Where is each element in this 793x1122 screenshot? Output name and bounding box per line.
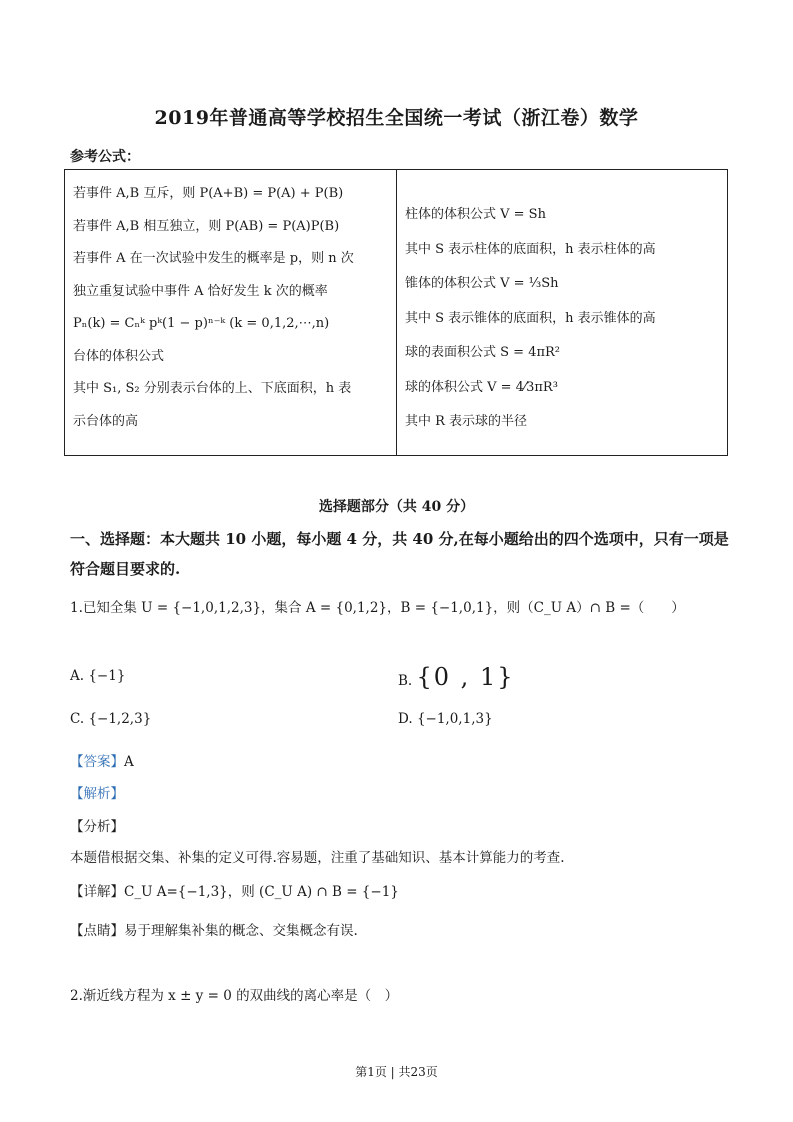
formula-line: 独立重复试验中事件 A 恰好发生 k 次的概率 — [73, 283, 328, 299]
analysis-tag: 【解析】 — [70, 786, 124, 802]
answer-value: A — [124, 754, 134, 770]
detail-tag: 【详解】 — [70, 884, 124, 900]
document-title: 2019年普通高等学校招生全国统一考试（浙江卷）数学 — [154, 107, 639, 129]
question-1-stem: 1.已知全集 U = {−1,0,1,2,3}，集合 A = {0,1,2}，B = {−1,0,1}，则（C_U A）∩ B =（ ） — [70, 600, 685, 616]
formula-column-right — [397, 170, 727, 455]
formula-table — [64, 169, 728, 456]
option-value: {−1,0,1,3} — [416, 711, 493, 727]
fenxi-tag: 【分析】 — [70, 819, 124, 835]
option-value: {−1} — [88, 668, 126, 684]
formula-line: 锥体的体积公式 V = ⅓Sh — [405, 276, 559, 291]
question-1-option-c — [70, 711, 151, 727]
formula-line: 其中 S 表示柱体的底面积，h 表示柱体的高 — [405, 241, 656, 257]
formula-line: 球的表面积公式 S = 4πR² — [405, 345, 561, 360]
question-1-option-b — [398, 663, 514, 691]
section-instructions: 一、选择题：本大题共 10 小题，每小题 4 分，共 40 分,在每小题给出的四个选项中，只有一项是符合题目要求的. — [70, 530, 729, 578]
option-label: D. — [398, 711, 413, 727]
question-1-option-d — [398, 711, 493, 727]
formula-line: Pₙ(k) = Cₙᵏ pᵏ(1 − p)ⁿ⁻ᵏ (k = 0,1,2,⋯,n) — [73, 316, 330, 331]
question-1-option-a — [70, 668, 125, 684]
reference-formulas-label: 参考公式： — [70, 149, 140, 165]
question-2-stem: 2.渐近线方程为 x ± y = 0 的双曲线的离心率是（ ） — [70, 988, 399, 1004]
comment-line — [70, 919, 358, 939]
comment-text: 易于理解集补集的概念、交集概念有误. — [124, 923, 358, 939]
formula-line: 若事件 A 在一次试验中发生的概率是 p，则 n 次 — [73, 251, 354, 266]
option-value: {0 , 1} — [416, 663, 515, 691]
formula-line: 示台体的高 — [73, 413, 139, 429]
detail-text: C_U A={−1,3}，则 (C_U A) ∩ B = {−1} — [124, 884, 399, 900]
formula-line: 其中 S₁, S₂ 分别表示台体的上、下底面积，h 表 — [73, 381, 352, 396]
formula-line: 球的体积公式 V = 4⁄3πR³ — [405, 379, 558, 395]
section-title: 选择题部分（共 40 分） — [318, 499, 475, 515]
option-label: A. — [70, 668, 85, 684]
formula-line: 柱体的体积公式 V = Sh — [405, 207, 546, 222]
answer-tag: 【答案】 — [70, 754, 124, 770]
formula-column-left — [65, 170, 397, 455]
option-label: C. — [70, 711, 85, 727]
option-value: {−1,2,3} — [88, 711, 152, 727]
formula-line: 若事件 A,B 互斥，则 P(A+B) = P(A) + P(B) — [73, 186, 344, 201]
option-label: B. — [398, 673, 413, 689]
fenxi-text: 本题借根据交集、补集的定义可得.容易题，注重了基础知识、基本计算能力的考查. — [70, 850, 565, 866]
detail-line — [70, 880, 399, 900]
formula-line: 其中 R 表示球的半径 — [405, 414, 528, 429]
answer-line — [70, 750, 134, 770]
comment-tag: 【点睛】 — [70, 923, 124, 939]
page-footer: 第1页 | 共23页 — [355, 1065, 438, 1079]
formula-line: 其中 S 表示锥体的底面积，h 表示锥体的高 — [405, 310, 656, 326]
formula-line: 台体的体积公式 — [73, 348, 165, 364]
formula-line: 若事件 A,B 相互独立，则 P(AB) = P(A)P(B) — [73, 218, 340, 234]
